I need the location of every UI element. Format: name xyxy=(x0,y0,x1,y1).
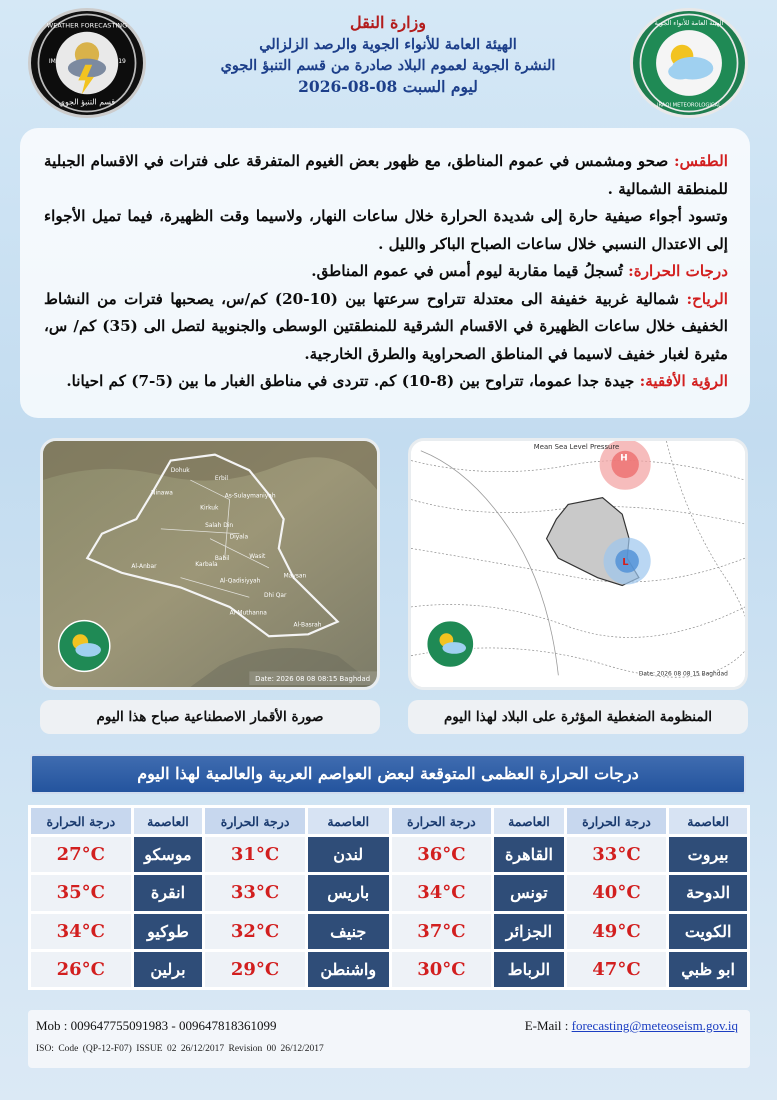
visibility-label: الرؤية الأفقية: xyxy=(639,372,728,390)
city-cell: واشنطن xyxy=(308,952,389,987)
pressure-map-image xyxy=(408,438,748,690)
place-wasit: Wasit xyxy=(249,554,266,561)
place-maysan: Maysan xyxy=(283,573,307,580)
temp-cell: 47°C xyxy=(567,952,667,987)
header-city: العاصمة xyxy=(494,808,563,834)
visibility-paragraph xyxy=(44,368,728,396)
city-cell: الدوحة xyxy=(669,875,747,910)
temp-cell: 33°C xyxy=(567,837,667,872)
email-label: E-Mail : xyxy=(524,1018,572,1033)
meteorological-org-emblem-icon xyxy=(633,11,745,115)
weather-paragraph-2: وتسود أجواء صيفية حارة إلى شديدة الحرارة خلال ساعات النهار، ولاسيما وقت الظهيرة، فيما تميل الأجواء إلى الاعتدال النسبي خلال ساعات الصباح الباكر والليل . xyxy=(44,207,728,253)
table-row xyxy=(31,914,747,949)
authority-name: الهيئة العامة للأنواء الجوية والرصد الزلزالي xyxy=(259,36,517,53)
iso-code-line: ISO: Code (QP-12-F07) ISSUE 02 26/12/2017 Revision 00 26/12/2017 xyxy=(36,1044,324,1054)
bulletin-header xyxy=(160,12,616,98)
place-kirkuk: Kirkuk xyxy=(200,505,219,512)
table-row xyxy=(31,875,747,910)
place-dhi-qar: Dhi Qar xyxy=(264,593,287,600)
header-temp: درجة الحرارة xyxy=(392,808,492,834)
temperature-paragraph xyxy=(44,258,728,286)
place-anbar: Al-Anbar xyxy=(131,563,157,570)
temp-cell: 36°C xyxy=(392,837,492,872)
city-cell: طوكيو xyxy=(134,914,203,949)
temp-cell: 34°C xyxy=(31,914,131,949)
place-qadisiyyah: Al-Qadisiyyah xyxy=(219,578,261,585)
table-row xyxy=(31,837,747,872)
ministry-name: وزارة النقل xyxy=(350,13,426,32)
temp-cell: 33°C xyxy=(205,875,305,910)
table-row xyxy=(31,952,747,987)
place-diyala: Diyala xyxy=(229,534,249,541)
place-ninawa: Ninawa xyxy=(151,490,173,497)
temp-cell: 30°C xyxy=(392,952,492,987)
header-city: العاصمة xyxy=(308,808,389,834)
temp-cell: 32°C xyxy=(205,914,305,949)
low-pressure-marker: L xyxy=(622,557,629,568)
bulletin-title: النشرة الجوية لعموم البلاد صادرة من قسم التنبؤ الجوي xyxy=(220,57,556,74)
city-cell: الكويت xyxy=(669,914,747,949)
contact-footer xyxy=(28,1010,750,1068)
temp-cell: 40°C xyxy=(567,875,667,910)
place-muthanna: Al-Muthanna xyxy=(229,610,267,617)
place-erbil: Erbil xyxy=(214,476,229,483)
place-salah-din: Salah Din xyxy=(205,522,234,529)
place-babil: Babil xyxy=(214,556,230,563)
bulletin-date: ليوم السبت 08-08-2026 xyxy=(298,77,478,96)
temperature-text: تُسجلُ قيما مقاربة ليوم أمس في عموم المناطق. xyxy=(311,262,629,280)
weather-dept-emblem-icon xyxy=(31,11,143,115)
city-cell: انقرة xyxy=(134,875,203,910)
temp-cell: 29°C xyxy=(205,952,305,987)
place-karbala: Karbala xyxy=(195,561,218,568)
temp-cell: 27°C xyxy=(31,837,131,872)
table-header-row xyxy=(31,808,747,834)
capital-temperatures-table xyxy=(28,805,750,990)
weather-paragraph xyxy=(44,148,728,203)
weather-forecasting-dept-logo xyxy=(28,8,146,118)
header-temp: درجة الحرارة xyxy=(31,808,131,834)
header-temp: درجة الحرارة xyxy=(567,808,667,834)
pressure-map-title: Mean Sea Level Pressure xyxy=(533,442,620,451)
wind-label: الرياح: xyxy=(686,289,728,308)
satellite-caption: صورة الأقمار الاصطناعية صباح هذا اليوم xyxy=(40,700,380,734)
satellite-image xyxy=(40,438,380,690)
wind-text: شمالية غربية خفيفة الى معتدلة تتراوح سرعتها بين (10-20) كم/س، يصحبها فترات من النشاط الخفيف خلال ساعات الظهيرة في الاقسام الشرقية للمنطقتين الوسطى والجنوبية لتصل الى (35) كم/ س، مثيرة لغبار خفيف لاسيما في المناطق الصحراوية والطرق الخارجية. xyxy=(44,289,728,363)
temp-cell: 37°C xyxy=(392,914,492,949)
svg-text:IRAQI METEOROLOGICAL: IRAQI METEOROLOGICAL xyxy=(656,102,722,109)
email-line xyxy=(525,1018,738,1034)
high-pressure-marker: H xyxy=(620,453,628,464)
city-cell: الرباط xyxy=(494,952,563,987)
city-cell: جنيف xyxy=(308,914,389,949)
city-cell: برلين xyxy=(134,952,203,987)
place-dohuk: Dohuk xyxy=(170,468,190,475)
wind-paragraph xyxy=(44,286,728,369)
header-temp: درجة الحرارة xyxy=(205,808,305,834)
temperature-table-title: درجات الحرارة العظمى المتوقعة لبعض العواصم العربية والعالمية لهذا اليوم xyxy=(30,754,746,794)
city-cell: تونس xyxy=(494,875,563,910)
city-cell: موسكو xyxy=(134,837,203,872)
svg-text:WEATHER FORECASTING: WEATHER FORECASTING xyxy=(46,21,128,30)
temp-cell: 49°C xyxy=(567,914,667,949)
email-link[interactable]: forecasting@meteoseism.gov.iq xyxy=(571,1018,738,1033)
pressure-caption: المنظومة الضغطية المؤثرة على البلاد لهذا اليوم xyxy=(408,700,748,734)
temp-cell: 31°C xyxy=(205,837,305,872)
place-sulaymaniyah: As-Sulaymaniyah xyxy=(224,493,276,500)
svg-text:19: 19 xyxy=(118,58,126,65)
satellite-timestamp: Date: 2026 08 08 08:15 Baghdad xyxy=(255,675,371,684)
temp-cell: 26°C xyxy=(31,952,131,987)
svg-text:قسم التنبؤ الجوي: قسم التنبؤ الجوي xyxy=(58,97,116,107)
city-cell: الجزائر xyxy=(494,914,563,949)
city-cell: باريس xyxy=(308,875,389,910)
temp-cell: 34°C xyxy=(392,875,492,910)
forecast-text-box xyxy=(20,128,750,418)
visibility-text: جيدة جدا عموما، تتراوح بين (8-10) كم. تتردى في مناطق الغبار ما بين (5-7) كم احيانا. xyxy=(66,372,640,390)
temp-cell: 35°C xyxy=(31,875,131,910)
city-cell: بيروت xyxy=(669,837,747,872)
svg-text:IM: IM xyxy=(48,58,56,65)
meteorological-organization-logo xyxy=(630,8,748,118)
header-city: العاصمة xyxy=(669,808,747,834)
city-cell: لندن xyxy=(308,837,389,872)
city-cell: ابو ظبي xyxy=(669,952,747,987)
place-basrah: Al-Basrah xyxy=(293,622,322,629)
svg-text:الهيئة العامة للأنواء الجوية: الهيئة العامة للأنواء الجوية xyxy=(654,18,724,27)
mobile-numbers: Mob : 009647755091983 - 009647818361099 xyxy=(36,1018,277,1033)
pressure-timestamp: Date: 2026 08 08 15 Baghdad xyxy=(638,671,728,678)
city-cell: القاهرة xyxy=(494,837,563,872)
header-city: العاصمة xyxy=(134,808,203,834)
weather-text: صحو ومشمس في عموم المناطق، مع ظهور بعض الغيوم المتفرقة على فترات في الاقسام الجبلية للمنطقة الشمالية . xyxy=(44,152,728,198)
weather-label: الطقس: xyxy=(674,152,728,170)
temperature-label: درجات الحرارة: xyxy=(628,262,728,280)
